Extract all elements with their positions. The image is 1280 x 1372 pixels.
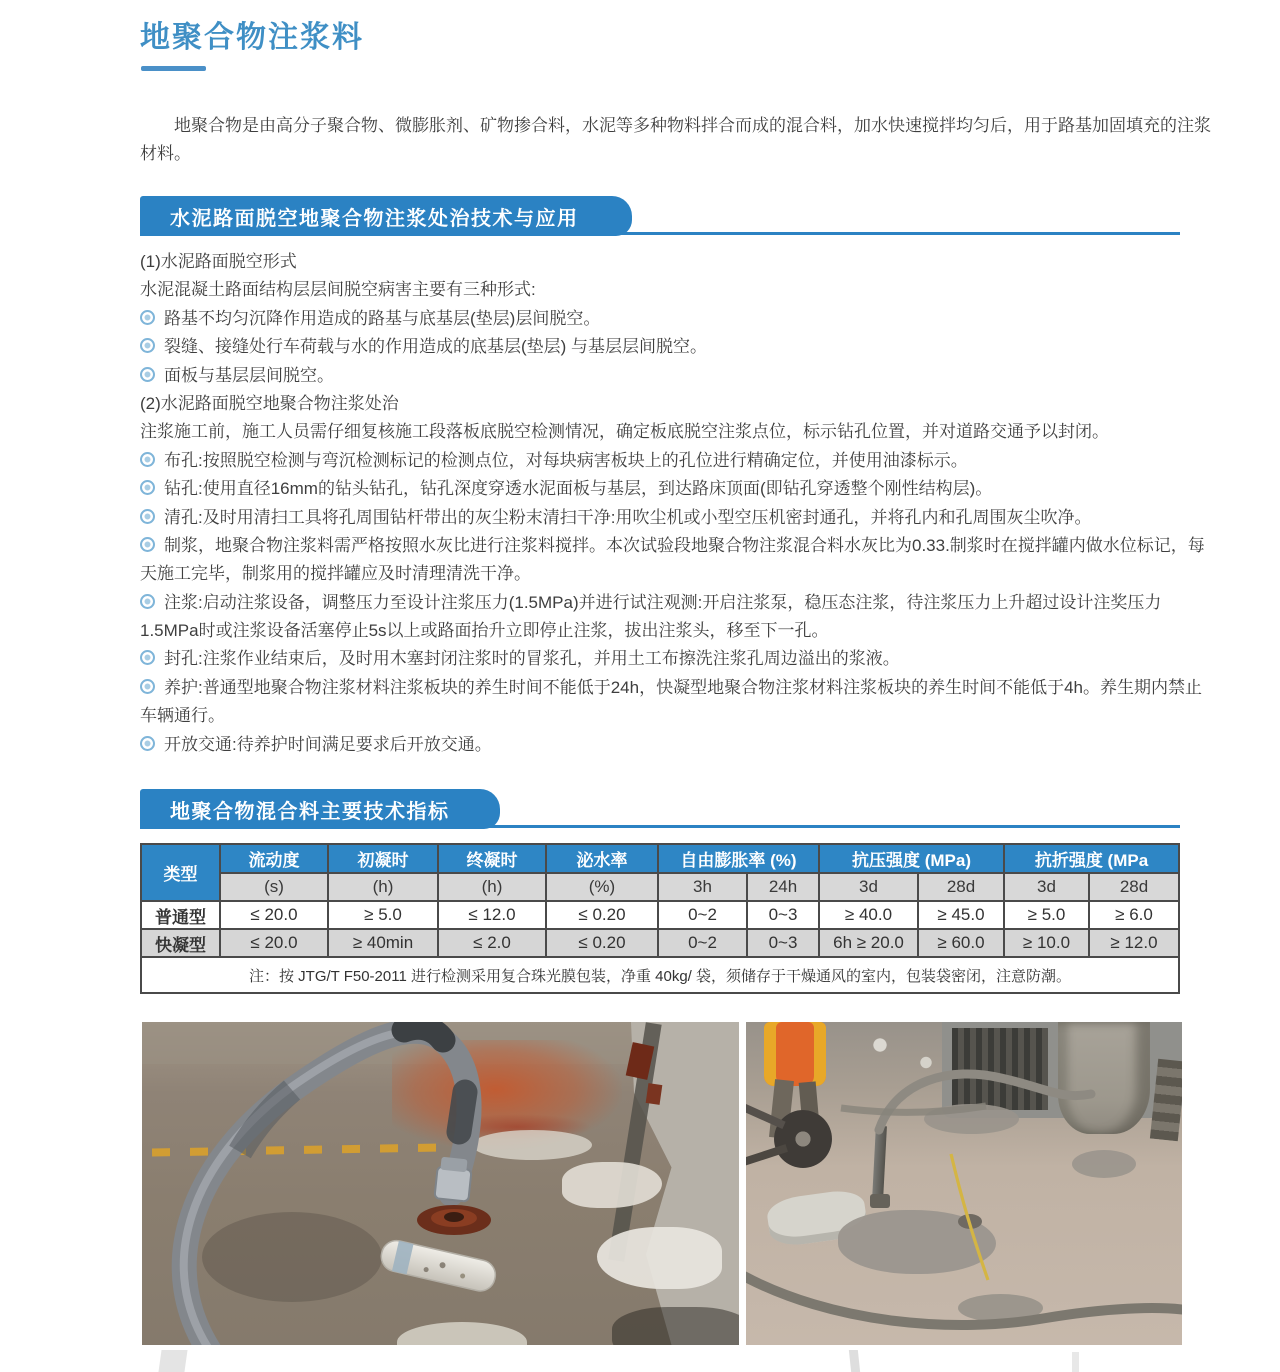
subheader-cell: (s) <box>220 873 328 901</box>
table-header-row <box>141 844 1179 873</box>
hose-across-ground <box>841 1106 986 1112</box>
section-heading: 地聚合物混合料主要技术指标 <box>170 800 450 823</box>
body-line: 制浆，地聚合物注浆料需严格按照水灰比进行注浆料搅拌。本次试验段地聚合物注浆混合料水灰比为0.33.制浆时在搅拌罐内做水位标记，每 <box>140 532 1200 560</box>
subheader-cell: 24h <box>747 873 819 901</box>
table-cell: ≤ 20.0 <box>220 901 328 929</box>
header-compressive: 抗压强度 (MPa) <box>819 844 1004 873</box>
bottom-remnant <box>1072 1352 1079 1372</box>
table-cell: ≤ 20.0 <box>220 929 328 957</box>
grout-hose-lower <box>746 1274 1182 1325</box>
table-cell: ≥ 60.0 <box>918 929 1004 957</box>
intro-line: 地聚合物是由高分子聚合物、微膨胀剂、矿物掺合料，水泥等多种物料拌合而成的混合料，加水快速搅拌均匀后，用于路基加固填充的注浆 <box>174 116 1211 135</box>
table-cell: ≥ 5.0 <box>328 901 438 929</box>
bullet-ring-icon <box>140 367 155 382</box>
table-cell: ≥ 40.0 <box>819 901 918 929</box>
bottom-remnant <box>158 1350 187 1372</box>
intro-paragraph <box>140 112 1211 169</box>
bullet-ring-icon <box>140 509 155 524</box>
header-expansion: 自由膨胀率 (%) <box>658 844 819 873</box>
body-line: 布孔:按照脱空检测与弯沉检测标记的检测点位，对每块病害板块上的孔位进行精确定位，并使用油漆标示。 <box>140 447 1200 475</box>
table-cell: 0~3 <box>747 929 819 957</box>
banner-underline <box>140 232 1180 235</box>
bullet-ring-icon <box>140 480 155 495</box>
header-initial-set: 初凝时 <box>328 844 438 873</box>
bottom-remnant <box>849 1350 860 1372</box>
body-line: 1.5MPa时或注浆设备活塞停止5s以上或路面抬升立即停止注浆，拔出注浆头，移至下一孔。 <box>140 621 829 641</box>
table-cell: ≤ 12.0 <box>438 901 546 929</box>
table-row <box>141 929 1179 957</box>
subheader-cell: 3h <box>658 873 747 901</box>
subheader-cell: (h) <box>438 873 546 901</box>
table-cell: ≥ 40min <box>328 929 438 957</box>
table-cell: ≤ 0.20 <box>546 901 658 929</box>
bullet-ring-icon <box>140 338 155 353</box>
body-line: (2)水泥路面脱空地聚合物注浆处治 <box>140 393 399 413</box>
row-type: 快凝型 <box>141 929 220 957</box>
header-final-set: 终凝时 <box>438 844 546 873</box>
table-row <box>141 901 1179 929</box>
body-line: 车辆通行。 <box>140 706 225 726</box>
body-line: 天施工完毕，制浆用的搅拌罐应及时清理清洗干净。 <box>140 564 531 584</box>
body-line: 钻孔:使用直径16mm的钻头钻孔，钻孔深度穿透水泥面板与基层，到达路床顶面(即钻孔穿透整个刚性结构层)。 <box>140 475 1200 503</box>
bullet-ring-icon <box>140 537 155 552</box>
header-type: 类型 <box>141 844 220 901</box>
specs-table <box>140 843 1180 994</box>
header-flexural: 抗折强度 (MPa <box>1004 844 1179 873</box>
subheader-cell: 28d <box>918 873 1004 901</box>
hose-dark-band <box>404 1027 443 1040</box>
bullet-ring-icon <box>140 736 155 751</box>
bullet-ring-icon <box>140 679 155 694</box>
body-line: 封孔:注浆作业结束后，及时用木塞封闭注浆时的冒浆孔，并用土工布擦洗注浆孔周边溢出的浆液。 <box>140 645 1200 673</box>
body-line: 养护:普通型地聚合物注浆材料注浆板块的养生时间不能低于24h，快凝型地聚合物注浆材料注浆板块的养生时间不能低于4h。养生期内禁止 <box>140 674 1200 702</box>
table-subheader-row <box>141 873 1179 901</box>
header-flow: 流动度 <box>220 844 328 873</box>
table-note-row <box>141 957 1179 993</box>
bullet-ring-icon <box>140 310 155 325</box>
table-cell: 0~3 <box>747 901 819 929</box>
body-line: 注浆:启动注浆设备，调整压力至设计注浆压力(1.5MPa)并进行试注观测:开启注浆泵，稳压态注浆，待注浆压力上升超过设计注奖压力 <box>140 589 1200 617</box>
body-line: 开放交通:待养护时间满足要求后开放交通。 <box>140 731 1200 759</box>
table-cell: ≥ 10.0 <box>1004 929 1089 957</box>
grout-hose <box>184 1031 469 1345</box>
hose-and-port-drawing <box>142 1022 739 1345</box>
subheader-cell: 28d <box>1089 873 1179 901</box>
bullet-ring-icon <box>140 452 155 467</box>
header-bleeding: 泌水率 <box>546 844 658 873</box>
hose-coupling <box>434 1166 471 1201</box>
coupling-nut <box>440 1157 467 1173</box>
hose-dark-band <box>459 1092 465 1132</box>
section-banner-specs <box>140 789 500 829</box>
page-title: 地聚合物注浆料 <box>140 21 364 54</box>
photo-grouting-hose-on-pavement <box>142 1022 739 1345</box>
row-type: 普通型 <box>141 901 220 929</box>
grout-hose-upper <box>879 1074 1091 1130</box>
body-line: (1)水泥路面脱空形式 <box>140 252 297 271</box>
bullet-ring-icon <box>140 594 155 609</box>
section-banner-application <box>140 196 632 236</box>
yellow-cable <box>951 1154 988 1280</box>
table-cell: 0~2 <box>658 929 747 957</box>
banner-underline <box>140 825 1180 828</box>
table-cell: ≥ 12.0 <box>1089 929 1179 957</box>
table-cell: ≥ 6.0 <box>1089 901 1179 929</box>
body-line: 裂缝、接缝处行车荷载与水的作用造成的底基层(垫层) 与基层层间脱空。 <box>140 333 1200 361</box>
photo-grouting-site-worker <box>746 1022 1182 1345</box>
body-line: 面板与基层层间脱空。 <box>140 362 1200 390</box>
table-note: 注：按 JTG/T F50-2011 进行检测采用复合珠光膜包装，净重 40kg/ 袋，须储存于干燥通风的室内，包装袋密闭，注意防潮。 <box>141 957 1179 993</box>
subheader-cell: 3d <box>1004 873 1089 901</box>
table-cell: ≤ 2.0 <box>438 929 546 957</box>
subheader-cell: (%) <box>546 873 658 901</box>
body-line: 注浆施工前，施工人员需仔细复核施工段落板底脱空检测情况，确定板底脱空注浆点位，标示钻孔位置，并对道路交通予以封闭。 <box>140 422 1109 442</box>
table-cell: ≥ 45.0 <box>918 901 1004 929</box>
hoses-and-cable-drawing <box>746 1022 1182 1345</box>
injection-port-hole <box>444 1212 464 1222</box>
intro-line: 材料。 <box>140 144 191 164</box>
table-cell: ≥ 5.0 <box>1004 901 1089 929</box>
table-cell: 0~2 <box>658 901 747 929</box>
body-line: 路基不均匀沉降作用造成的路基与底基层(垫层)层间脱空。 <box>140 305 1200 333</box>
application-text <box>140 248 1205 759</box>
section-heading: 水泥路面脱空地聚合物注浆处治技术与应用 <box>170 207 579 230</box>
table-cell: 6h ≥ 20.0 <box>819 929 918 957</box>
subheader-cell: (h) <box>328 873 438 901</box>
subheader-cell: 3d <box>819 873 918 901</box>
bullet-ring-icon <box>140 650 155 665</box>
body-line: 水泥混凝土路面结构层层间脱空病害主要有三种形式: <box>140 280 536 300</box>
table-cell: ≤ 0.20 <box>546 929 658 957</box>
body-line: 清孔:及时用清扫工具将孔周围钻杆带出的灰尘粉末清扫干净:用吹尘机或小型空压机密封通孔，并将孔内和孔周围灰尘吹净。 <box>140 504 1200 532</box>
grout-plug <box>378 1238 498 1294</box>
hose-shadow-band <box>240 1090 292 1152</box>
title-underline <box>141 66 206 71</box>
